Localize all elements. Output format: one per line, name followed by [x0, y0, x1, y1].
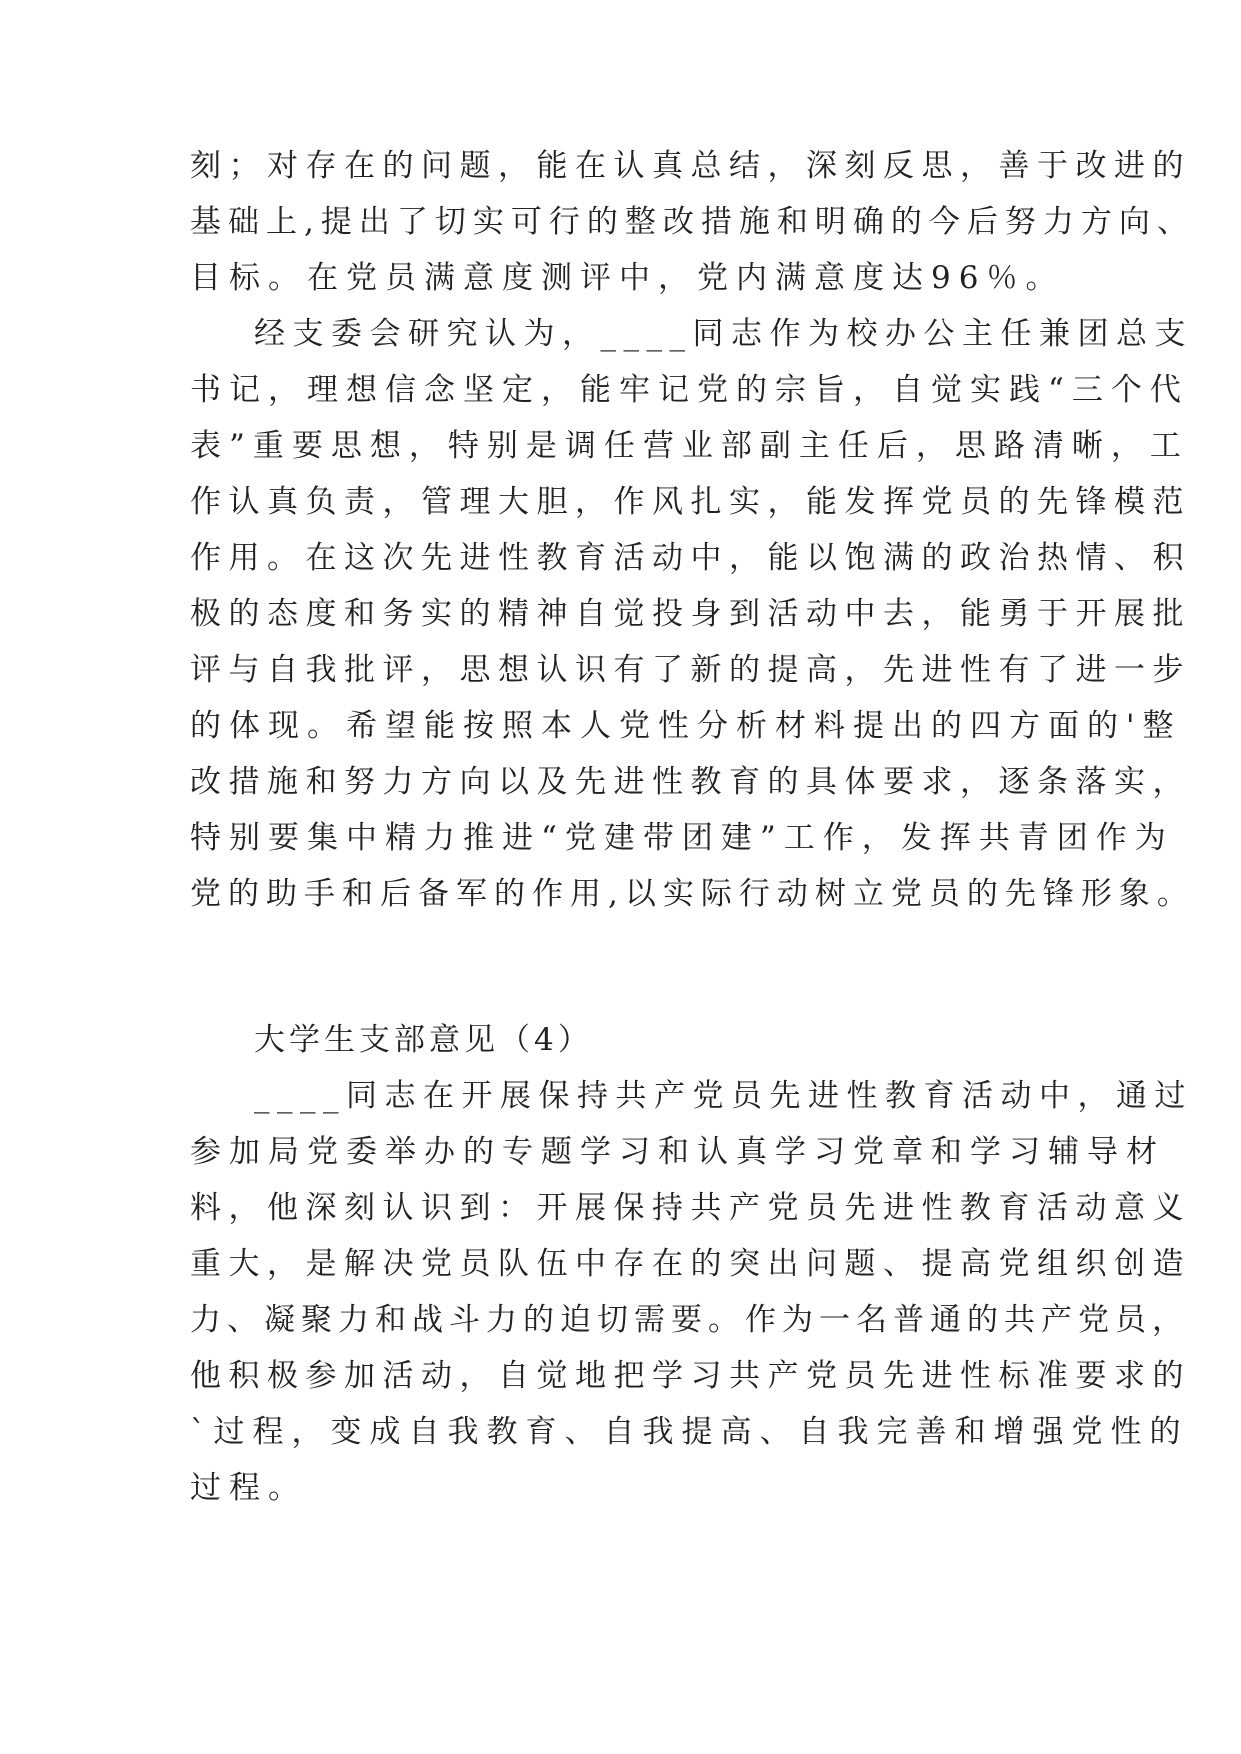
- paragraph-2-line: 的体现。希望能按照本人党性分析材料提出的四方面的'整: [190, 708, 1182, 744]
- paragraph-2-line: 极的态度和务实的精神自觉投身到活动中去，能勇于开展批: [190, 596, 1191, 632]
- paragraph-1-line: 目标。在党员满意度测评中，党内满意度达96％。: [190, 260, 1065, 296]
- paragraph-2-line: 党的助手和后备军的作用,以实际行动树立党员的先锋形象。: [190, 876, 1195, 912]
- paragraph-3-line: 他积极参加活动，自觉地把学习共产党员先进性标准要求的: [190, 1358, 1191, 1394]
- paragraph-2-line: 表”重要思想，特别是调任营业部副主任后，思路清晰，工: [190, 428, 1189, 464]
- paragraph-2-line: 作认真负责，管理大胆，作风扎实，能发挥党员的先锋模范: [190, 484, 1191, 520]
- paragraph-3-line: 力、凝聚力和战斗力的迫切需要。作为一名普通的共产党员，: [190, 1302, 1189, 1338]
- paragraph-2-line: 改措施和努力方向以及先进性教育的具体要求，逐条落实，: [190, 764, 1191, 800]
- paragraph-2-line: 评与自我批评，思想认识有了新的提高，先进性有了进一步: [190, 652, 1191, 688]
- paragraph-1-line: 刻；对存在的问题，能在认真总结，深刻反思，善于改进的: [190, 148, 1191, 184]
- paragraph-2-line: 书记，理想信念坚定，能牢记党的宗旨，自觉实践“三个代: [190, 372, 1189, 408]
- paragraph-2-line: 作用。在这次先进性教育活动中，能以饱满的政治热情、积: [190, 540, 1191, 576]
- paragraph-3-line: 料，他深刻认识到：开展保持共产党员先进性教育活动意义: [190, 1190, 1191, 1226]
- paragraph-1-line: 基础上,提出了切实可行的整改措施和明确的今后努力方向、: [190, 204, 1195, 240]
- section-heading: 大学生支部意见（4）: [254, 1022, 593, 1058]
- paragraph-3-line: ____同志在开展保持共产党员先进性教育活动中，通过: [254, 1078, 1193, 1114]
- paragraph-3-line: 重大，是解决党员队伍中存在的突出问题、提高党组织创造: [190, 1246, 1191, 1282]
- paragraph-3-line: 过程。: [190, 1470, 307, 1506]
- paragraph-2-line: 特别要集中精力推进“党建带团建”工作，发挥共青团作为: [190, 820, 1174, 856]
- paragraph-3-line: `过程，变成自我教育、自我提高、自我完善和增强党性的: [190, 1414, 1189, 1450]
- paragraph-2-line: 经支委会研究认为，____同志作为校办公主任兼团总支: [254, 316, 1193, 352]
- paragraph-3-line: 参加局党委举办的专题学习和认真学习党章和学习辅导材: [190, 1134, 1165, 1170]
